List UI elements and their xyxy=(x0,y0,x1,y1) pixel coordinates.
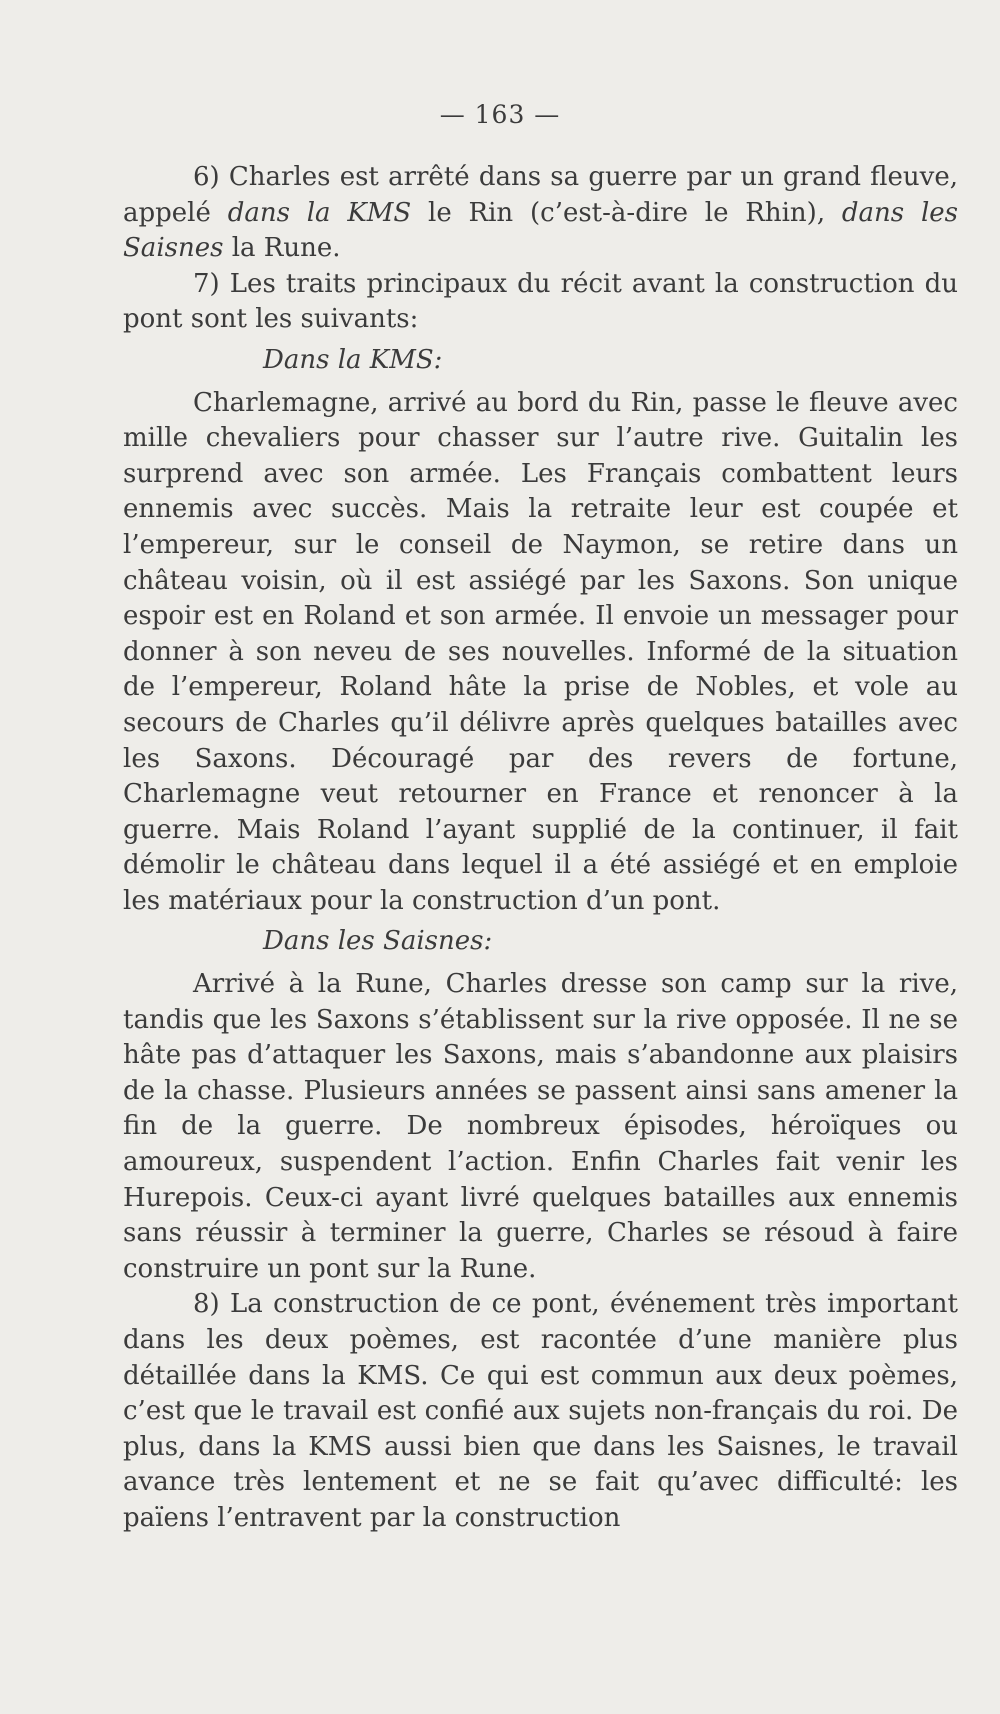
text-run: Arrivé à la Rune, Charles dresse son camp sur la rive, tandis que les Saxons s’établissent sur la rive opposée. Il ne se hâte pas d’attaquer les Saxons, mais s’abandonne aux plaisirs de la chasse. Plusieurs années se passent ainsi sans amener la fin de la guerre. De nombreux épisodes, héroïques ou amoureux, suspendent l’action. Enfin Charles fait venir les Hurepois. Ceux-ci ayant livré quelques batailles aux ennemis sans réussir à terminer la guerre, Charles se résoud à faire construire un pont sur la Rune. xyxy=(123,969,958,1284)
body-text xyxy=(123,160,958,1537)
text-run: 7) Les traits principaux du récit avant la construction du pont sont les suivants: xyxy=(123,268,958,335)
subheading-text: Dans les Saisnes: xyxy=(263,926,493,957)
text-run: Charlemagne, arrivé au bord du Rin, passe le fleuve avec mille chevaliers pour chasser sur l’autre rive. Guitalin les surprend avec son armée. Les Français combattent leurs ennemis avec succès. Mais la retraite leur est coupée et l’empereur, sur le conseil de Naymon, se retire dans un château voisin, où il est assiégé par les Saxons. Son unique espoir est en Roland et son armée. Il envoie un messager pour donner à son neveu de ses nouvelles. Informé de la situation de l’empereur, Roland hâte la prise de Nobles, et vole au secours de Charles qu’il délivre après quelques batailles avec les Saxons. Découragé par des revers de fortune, Charlemagne veut retourner en France et renoncer à la guerre. Mais Roland l’ayant supplié de la continuer, il fait démolir le château dans lequel il a été assiégé et en emploie les matériaux pour la construction d’un pont. xyxy=(123,387,958,916)
paragraph-saisnes-summary xyxy=(123,967,958,1287)
paragraph-kms-summary xyxy=(123,386,958,920)
text-run: le Rin (c’est-à-dire le Rhin), xyxy=(411,197,842,228)
text-run: la Rune. xyxy=(223,233,341,264)
paragraph-8 xyxy=(123,1287,958,1536)
italic-text-run: dans la KMS xyxy=(227,197,412,228)
subheading-kms xyxy=(123,343,958,379)
page-number: — 163 — xyxy=(439,100,561,129)
subheading-saisnes xyxy=(123,924,958,960)
subheading-text: Dans la KMS: xyxy=(263,344,443,375)
paragraph-6 xyxy=(123,160,958,267)
italic-text-run: dans les Saisnes xyxy=(123,197,958,264)
paragraph-7 xyxy=(123,267,958,338)
text-run: 6) Charles est arrêté dans sa guerre par un grand fleuve, appelé xyxy=(123,162,958,228)
text-run: 8) La construction de ce pont, événement très important dans les deux poèmes, est racontée d’une manière plus détaillée dans la KMS. Ce qui est commun aux deux poèmes, c’est que le travail est confié aux sujets non-français du roi. De plus, dans la KMS aussi bien que dans les Saisnes, le travail avance très lentement et ne se fait qu’avec difficulté: les païens l’entravent par la construction xyxy=(123,1289,958,1533)
